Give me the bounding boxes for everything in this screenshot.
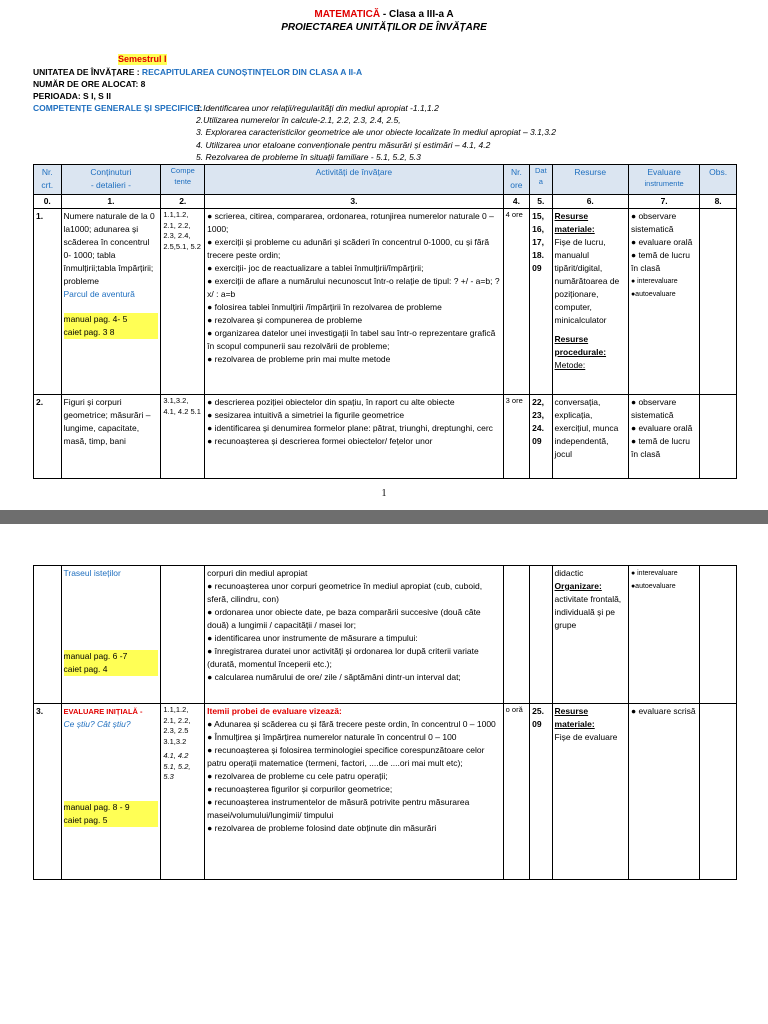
row-dates: 25. 09 (530, 704, 552, 880)
table-row (34, 704, 737, 880)
row-resources: Resurse materiale: Fișe de evaluare (552, 704, 628, 880)
col-compet-header: Compe tente (161, 165, 205, 195)
row-number: 3. (34, 704, 62, 880)
col-hours-header: Nr. ore (503, 165, 529, 195)
row-resources: didactic Organizare: activitate frontală, individuală și pe grupe (552, 566, 628, 704)
row-evaluation: ● evaluare scrisă (628, 704, 699, 880)
competence-3: 3. Explorarea caracteristicilor geometrice ale unor obiecte localizate în mediul apropiat – 3.1,3.2 (196, 127, 557, 137)
row-competences: 3.1,3.2, 4.1, 4.2 5.1 (161, 395, 205, 479)
col-activities-header: Activități de învățare (205, 165, 504, 195)
competence-2: 2.Utilizarea numerelor în calcule-2.1, 2.2, 2.3, 2.4, 2.5, (196, 115, 401, 125)
col-num: 5. (530, 195, 552, 209)
competence-5: 5. Rezolvarea de probleme în situații familiare - 5.1, 5.2, 5.3 (196, 152, 421, 162)
row-activities: ● scrierea, citirea, compararea, ordonarea, rotunjirea numerelor naturale 0 – 1000; ● exerciții și probleme cu adunări și scăderi în concentrul 0-1000, cu și fără trecere peste ordin; ● exerciții- joc de reactualizare a tablei înmulțirii/împărțirii; ● exerciții de aflare a numărului necunoscut într-o relație de tipul: ? +/ - a=b; ? x/ : a=b ● folosirea tablei înmulțirii /împărțirii în rezolvarea de probleme ● rezolvarea și compunerea de probleme ● organizarea datelor unei investigații în tabel sau într-o reprezentare grafică în scopul compunerii sau rezolvării de probleme; ● rezolvarea de probleme prin mai multe metode (205, 209, 504, 395)
row-content: Figuri și corpuri geometrice; măsurări – lungime, capacitate, masă, timp, bani (61, 395, 161, 479)
row-obs (700, 209, 737, 395)
unit-line: UNITATEA DE ÎNVĂȚARE : RECAPITULAREA CUNOȘTINȚELOR DIN CLASA A II-A (33, 67, 363, 77)
table-row (34, 209, 737, 395)
row-number (34, 566, 62, 704)
col-num: 0. (34, 195, 62, 209)
row-activities: corpuri din mediul apropiat ● recunoașterea unor corpuri geometrice în mediul apropiat (cub, cuboid, sferă, cilindru, con) ● ordonarea unor obiecte date, pe baza comparării succesive (două câte două) a lungimii / capacității / masei lor; ● identificarea unor instrumente de măsurare a timpului: ● înregistrarea duratei unor activități și ordonarea lor după criterii variate (durată, momentul începerii etc.); ● calcularea numărului de ore/ zile / săptămâni dintr-un interval dat; (205, 566, 504, 704)
page-2 (0, 524, 768, 1024)
table-row (34, 395, 737, 479)
row-activities: Itemii probei de evaluare vizează: ● Adunarea și scăderea cu și fără trecere peste ordin, în concentrul 0 – 1000 ● Înmulțirea și împărțirea numerelor naturale în concentrul 0 – 100 ● recunoașterea și folosirea terminologiei specifice corespunzătoare celor patru operații matematice (termeni, factori, ....de ....ori mai mult etc); ● rezolvarea de probleme cu cele patru operații; ● recunoașterea figurilor și corpurilor geometrice; ● recunoașterea instrumentelor de măsură potrivite pentru măsurarea masei/volumului/lungimii/ timpului ● rezolvarea de probleme folosind date obținute din măsurări (205, 704, 504, 880)
col-num: 6. (552, 195, 628, 209)
row-number: 2. (34, 395, 62, 479)
col-num: 7. (628, 195, 699, 209)
page-1 (0, 0, 768, 510)
row-hours: 4 ore (503, 209, 529, 395)
row-dates (530, 566, 552, 704)
column-number-row (34, 195, 737, 209)
competence-4: 4. Utilizarea unor etaloane convenționale pentru măsurări și estimări – 4.1, 4.2 (196, 140, 491, 150)
col-num: 4. (503, 195, 529, 209)
col-num: 8. (700, 195, 737, 209)
row-obs (700, 566, 737, 704)
competences-label: COMPETENȚE GENERALE ȘI SPECIFICE: (33, 103, 203, 113)
competence-1: 1.Identificarea unor relații/regularități din mediul apropiat -1.1,1.2 (196, 103, 439, 113)
col-num: 2. (161, 195, 205, 209)
row-obs (700, 704, 737, 880)
row-obs (700, 395, 737, 479)
row-content: EVALUARE INIȚIALĂ - Ce știu? Cât știu? manual pag. 8 - 9 caiet pag. 5 (61, 704, 161, 880)
header-subtitle: PROIECTAREA UNITĂȚILOR DE ÎNVĂȚARE (281, 22, 487, 33)
row-content: Traseul isteților manual pag. 6 -7 caiet pag. 4 (61, 566, 161, 704)
col-nr-header: Nr. crt. (34, 165, 62, 195)
col-content-header: Conținuturi - detalieri - (61, 165, 161, 195)
row-resources: Resurse materiale: Fișe de lucru, manualul tipărit/digital, numărătoarea de poziționare, computer, minicalculator Resurse procedurale: Metode: (552, 209, 628, 395)
col-num: 3. (205, 195, 504, 209)
row-evaluation: ● observare sistematică ● evaluare orală ● temă de lucru în clasă (628, 395, 699, 479)
row-evaluation: ● observare sistematică ● evaluare orală ● temă de lucru în clasă ● interevaluare ●autoevaluare (628, 209, 699, 395)
row-resources: conversația, explicația, exercițiul, munca independentă, jocul (552, 395, 628, 479)
col-obs-header: Obs. (700, 165, 737, 195)
page-number: 1 (381, 488, 387, 499)
row-number: 1. (34, 209, 62, 395)
row-competences: 1.1,1.2, 2.1, 2.2, 2.3, 2.5 3.1,3.2 4.1, 4.2 5.1, 5.2, 5.3 (161, 704, 205, 880)
row-content: Numere naturale de la 0 la1000; adunarea și scăderea în concentrul 0- 1000; tabla înmulțirii;tabla împărțirii; probleme Parcul de aventură manual pag. 4- 5 caiet pag. 3 8 (61, 209, 161, 395)
header-title: MATEMATICĂ - Clasa a III-a A (314, 9, 454, 20)
row-dates: 22, 23, 24. 09 (530, 395, 552, 479)
row-hours: o oră (503, 704, 529, 880)
table-header-row (34, 165, 737, 195)
semester-label: Semestrul I (118, 54, 167, 64)
col-num: 1. (61, 195, 161, 209)
row-evaluation: ● interevaluare ●autoevaluare (628, 566, 699, 704)
period-line: PERIOADA: S I, S II (33, 91, 111, 101)
row-competences (161, 566, 205, 704)
row-activities: ● descrierea poziției obiectelor din spațiu, în raport cu alte obiecte ● sesizarea intuitivă a simetriei la figurile geometrice ● identificarea și denumirea formelor plane: pătrat, triunghi, dreptunghi, cerc ● recunoașterea și descrierea formei obiectelor/ fețelor unor (205, 395, 504, 479)
row-hours (503, 566, 529, 704)
table-row (34, 566, 737, 704)
col-resources-header: Resurse (552, 165, 628, 195)
col-date-header: Dat a (530, 165, 552, 195)
units-table-continued (33, 565, 737, 880)
col-evaluation-header: Evaluare instrumente (628, 165, 699, 195)
row-competences: 1.1,1.2, 2.1, 2.2, 2.3, 2.4, 2.5,5.1, 5.2 (161, 209, 205, 395)
row-dates: 15, 16, 17, 18. 09 (530, 209, 552, 395)
hours-line: NUMĂR DE ORE ALOCAT: 8 (33, 79, 146, 89)
units-table (33, 164, 737, 479)
row-hours: 3 ore (503, 395, 529, 479)
